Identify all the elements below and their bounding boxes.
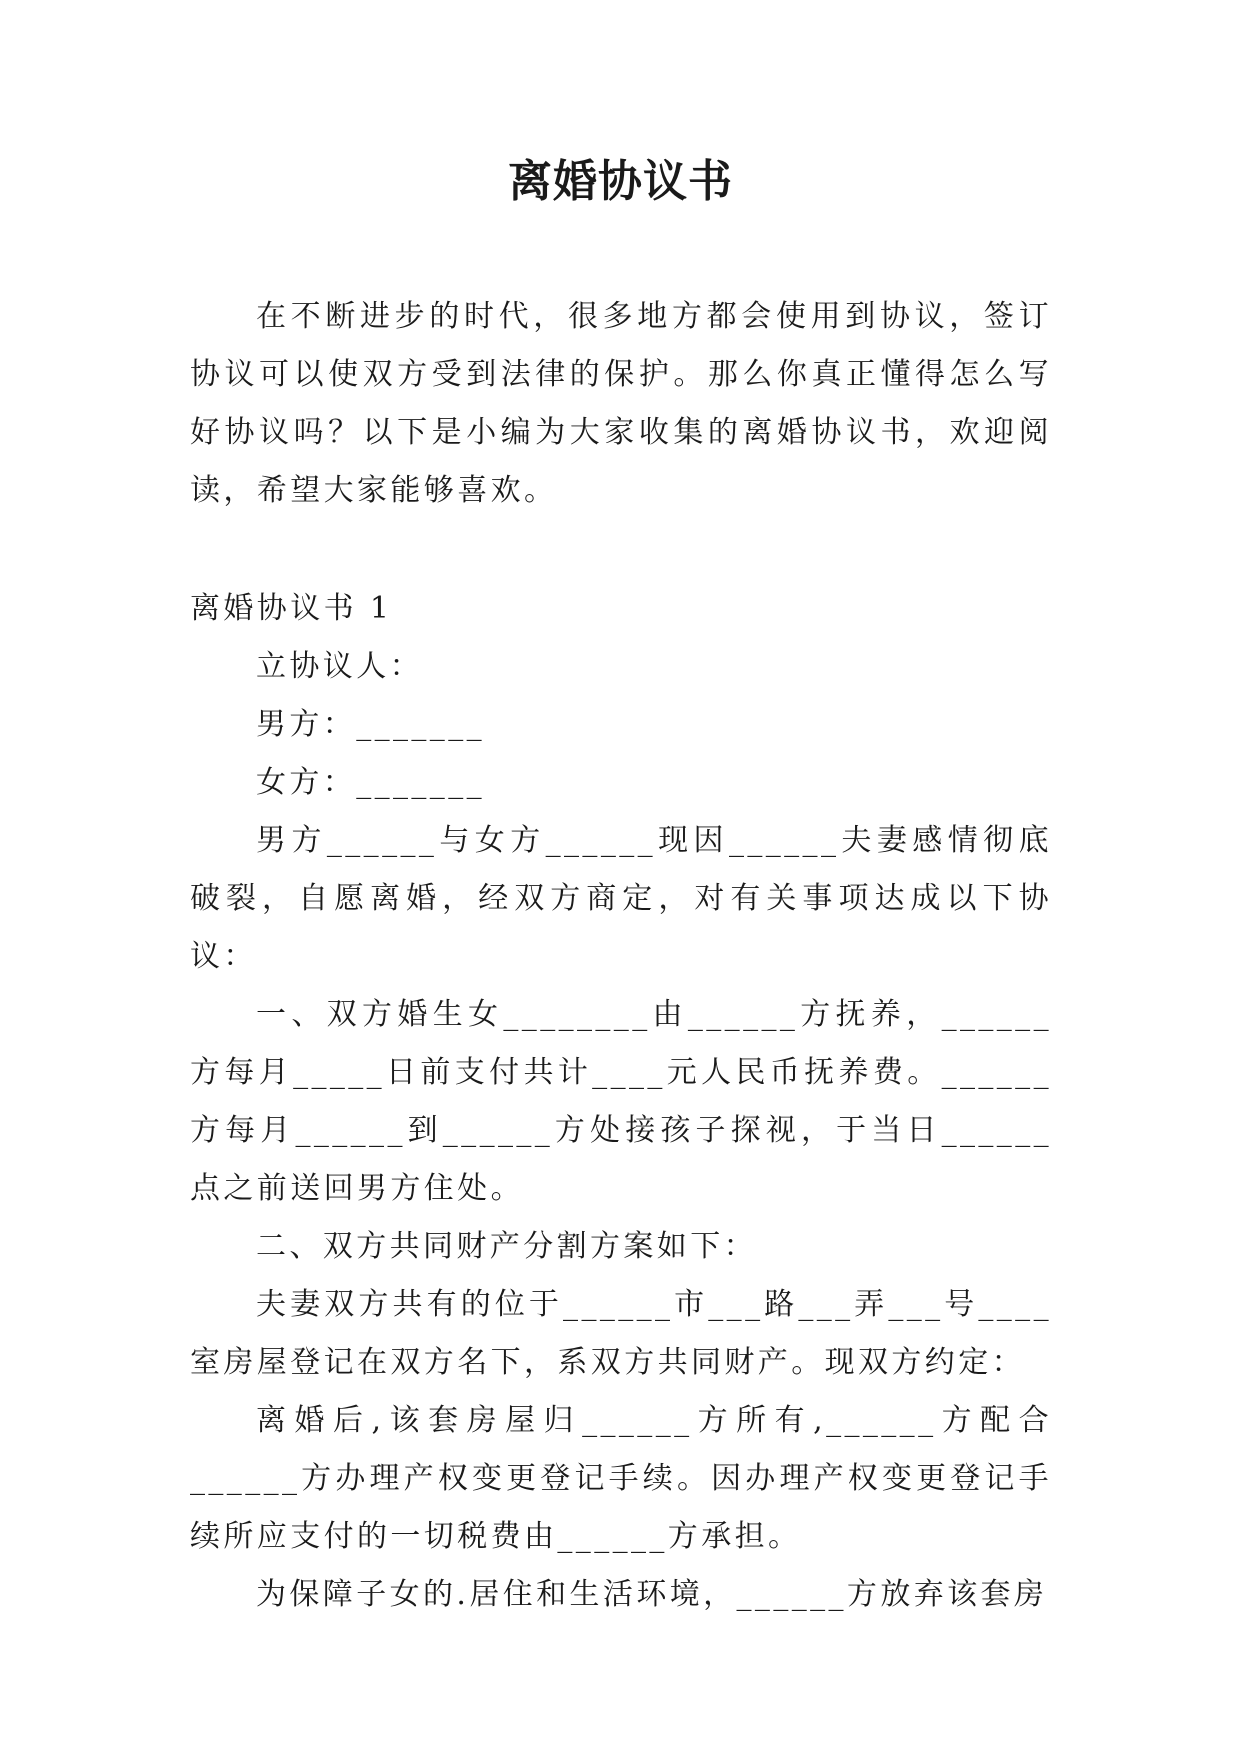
paragraph-property-transfer: 离婚后,该套房屋归______方所有,______方配合______方办理产权变更登记手续。因办理产权变更登记手续所应支付的一切税费由______方承担。 [190, 1403, 1052, 1554]
intro-paragraph: 在不断进步的时代，很多地方都会使用到协议，签订协议可以使双方受到法律的保护。那么你真正懂得怎么写好协议吗？以下是小编为大家收集的离婚协议书，欢迎阅读，希望大家能够喜欢。 [190, 299, 1052, 508]
paragraph-female-party: 女方：_______ [256, 765, 485, 800]
paragraph-property: 夫妻双方共有的位于______市___路___弄___号____室房屋登记在双方名下，系双方共同财产。现双方约定： [190, 1287, 1052, 1380]
paragraph-children-housing: 为保障子女的.居住和生活环境，______方放弃该套房 [256, 1577, 1048, 1612]
intro-block [190, 288, 1052, 520]
paragraph-reason: 男方______与女方______现因______夫妻感情彻底破裂，自愿离婚，经双方商定，对有关事项达成以下协议： [190, 823, 1052, 974]
paragraph-clause-1: 一、双方婚生女________由______方抚养，______方每月_____日前支付共计____元人民币抚养费。______方每月______到______方处接孩子探视，于当日______点之前送回男方住处。 [190, 997, 1052, 1206]
paragraph-parties: 立协议人： [256, 649, 423, 684]
agreement-section [190, 580, 1052, 1624]
document-title: 离婚协议书 [508, 156, 733, 207]
section-heading: 离婚协议书 1 [190, 591, 393, 626]
paragraph-male-party: 男方：_______ [256, 707, 485, 742]
paragraph-clause-2: 二、双方共同财产分割方案如下： [256, 1229, 757, 1264]
